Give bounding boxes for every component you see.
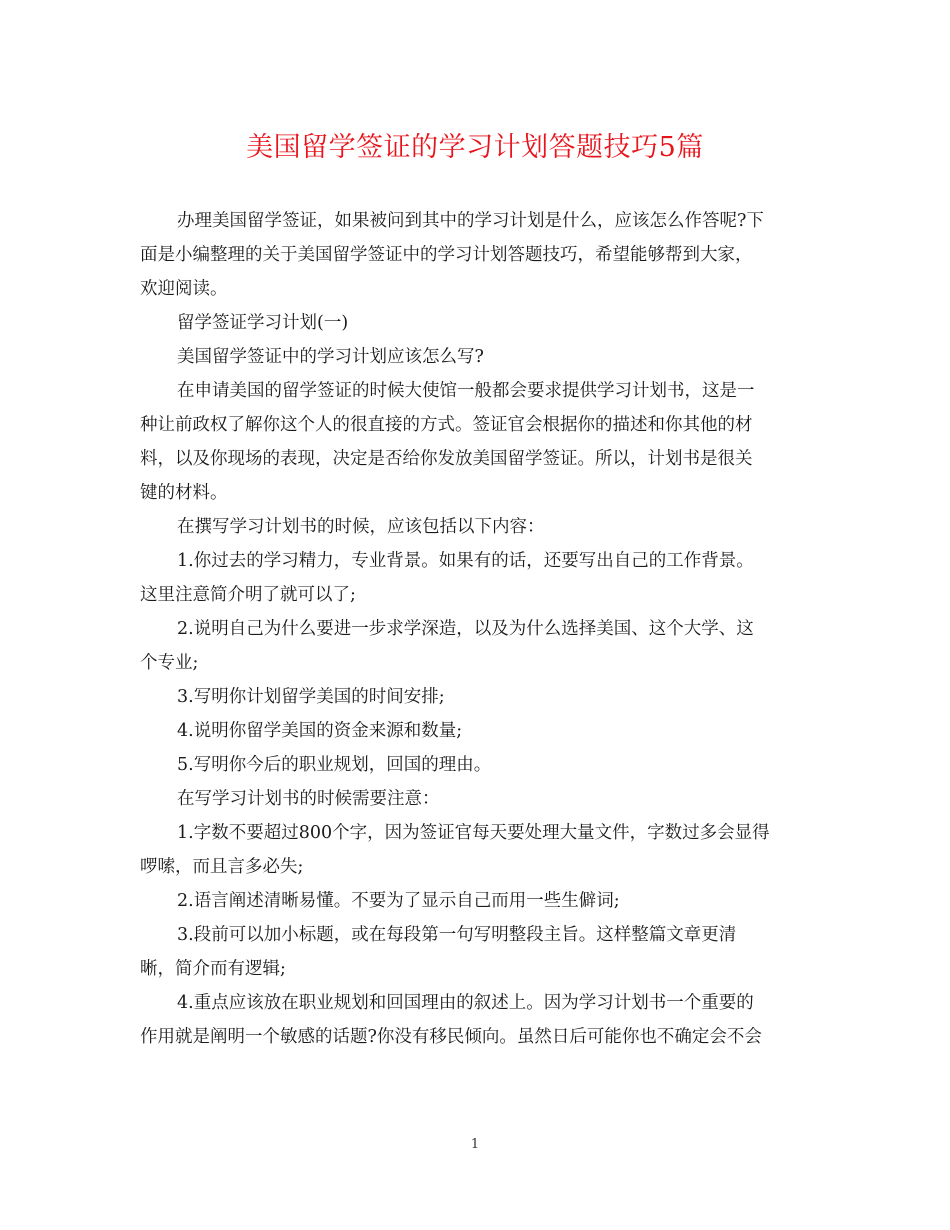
list-item-line: 2.说明自己为什么要进一步求学深造，以及为什么选择美国、这个大学、这 bbox=[177, 619, 754, 639]
list-item-line: 3.段前可以加小标题，或在每段第一句写明整段主旨。这样整篇文章更清 bbox=[177, 925, 737, 945]
paragraph-intro-line-2: 面是小编整理的关于美国留学签证中的学习计划答题技巧，希望能够帮到大家， bbox=[140, 245, 753, 265]
paragraph-line: 种让前政权了解你这个人的很直接的方式。签证官会根据你的描述和你其他的材 bbox=[140, 415, 753, 435]
paragraph-intro-line-1: 办理美国留学签证，如果被问到其中的学习计划是什么，应该怎么作答呢?下 bbox=[177, 211, 764, 231]
section-heading-1: 留学签证学习计划(一) bbox=[177, 313, 349, 333]
document-body bbox=[140, 204, 815, 1054]
page-number: 1 bbox=[470, 1137, 480, 1152]
list-item-line: 4.说明你留学美国的资金来源和数量; bbox=[177, 721, 463, 741]
document-title: 美国留学签证的学习计划答题技巧5篇 bbox=[246, 132, 704, 163]
list-item-line: 5.写明你今后的职业规划，回国的理由。 bbox=[177, 755, 492, 775]
list-item-line: 2.语言阐述清晰易懂。不要为了显示自己而用一些生僻词; bbox=[177, 891, 620, 911]
paragraph-line: 在撰写学习计划书的时候，应该包括以下内容： bbox=[177, 517, 545, 537]
paragraph-line: 在写学习计划书的时候需要注意： bbox=[177, 789, 440, 809]
list-item-line: 3.写明你计划留学美国的时间安排; bbox=[177, 687, 445, 707]
paragraph-line: 料，以及你现场的表现，决定是否给你发放美国留学签证。所以，计划书是很关 bbox=[140, 449, 753, 469]
list-item-line: 这里注意简介明了就可以了; bbox=[140, 585, 356, 605]
list-item-line: 4.重点应该放在职业规划和回国理由的叙述上。因为学习计划书一个重要的 bbox=[177, 993, 754, 1013]
list-item-line: 啰嗦，而且言多必失; bbox=[140, 857, 304, 877]
paragraph-intro-line-3: 欢迎阅读。 bbox=[140, 279, 228, 299]
section-subheading: 美国留学签证中的学习计划应该怎么写? bbox=[177, 347, 484, 367]
list-item-line: 个专业; bbox=[140, 653, 199, 673]
paragraph-line: 键的材料。 bbox=[140, 483, 228, 503]
list-item-line: 作用就是阐明一个敏感的话题?你没有移民倾向。虽然日后可能你也不确定会不会 bbox=[140, 1027, 762, 1047]
list-item-line: 1.字数不要超过800个字，因为签证官每天要处理大量文件，字数过多会显得 bbox=[177, 823, 770, 843]
list-item-line: 晰，简介而有逻辑; bbox=[140, 959, 286, 979]
list-item-line: 1.你过去的学习精力，专业背景。如果有的话，还要写出自己的工作背景。 bbox=[177, 551, 754, 571]
paragraph-line: 在申请美国的留学签证的时候大使馆一般都会要求提供学习计划书，这是一 bbox=[177, 381, 755, 401]
